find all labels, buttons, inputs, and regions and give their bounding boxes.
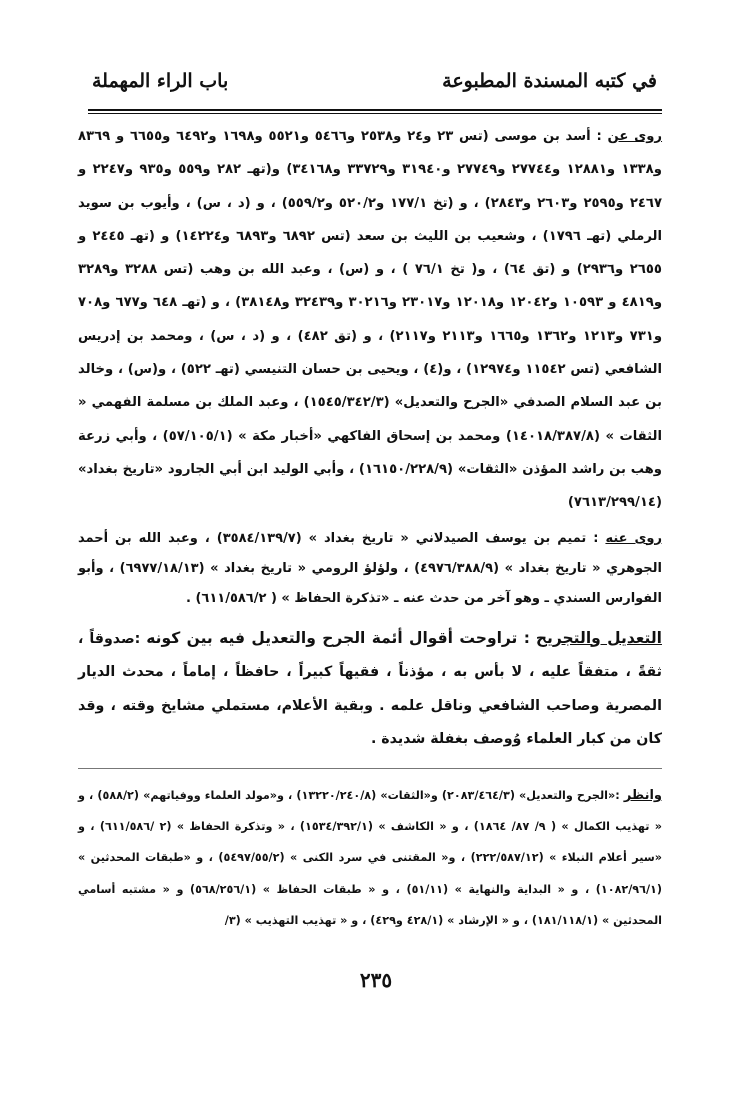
page-number: ٢٣٥ [359, 968, 393, 992]
main-text [78, 120, 662, 757]
narrated-by-text: : تميم بن يوسف الصيدلاني « تاريخ بغداد » (٣٥٨٤/١٣٩/٧) ، وعبد الله بن أحمد الجوهري « تاريخ بغداد » (٤٩٧٦/٣٨٨/٩) ، ولؤلؤ الرومي « تاريخ بغداد » (٦٩٧٧/١٨/١٣) ، وأبو الفوارس السندي ـ وهو آخر من حدث عنه ـ «تذكرة الحفاظ » ( ٦١١/٥٨٦/٢) . [78, 530, 663, 606]
narrated-from-paragraph [78, 120, 662, 520]
narrated-by-paragraph [78, 524, 662, 614]
narrated-by-label: روى عنه [605, 530, 662, 546]
narrated-from-text: : أسد بن موسى (تس ٢٣ و٢٤ و٢٥٣٨ و٥٤٦٦ و٥٥٢١ و١٦٩٨ و٦٤٩٢ و٦٦٥٥ و ٨٣٦٩ و١٣٣٨ و١٢٨٨١ و٢٧٧٤٤ و٢٧٧٤٩ و٣١٩٤٠ و٣٣٧٢٩ و٣٤١٦٨) و(تهـ ٢٨٢ و٥٥٩ و٩٣٥ و٢٢٤٧ و ٢٤٦٧ و٢٥٩٥ و٢٦٠٣ و٢٨٤٣) ، و (تخ ١٧٧/١ و٥٢٠/٢ و٥٥٩/٢) ، و (د ، س) ، وأيوب بن سويد الرملي (تهـ ١٧٩٦) ، وشعيب بن الليث بن سعد (تس ٦٨٩٢ و٦٨٩٣ و١٤٢٢٤) و (تهـ ٢٤٤٥ و ٢٦٥٥ و٢٩٣٦) و (تق ٦٤) ، و( تخ ٧٦/١ ) ، و (س) ، وعبد الله بن وهب (تس ٣٢٨٨ و٣٢٨٩ و٤٨١٩ و ١٠٥٩٣ و١٢٠٤٢ و١٢٠١٨ و٢٣٠١٧ و٣٠٢١٦ و٣٢٤٣٩ و٣٨١٤٨) ، و (تهـ ٦٤٨ و٦٧٧ و٧٠٨ و٧٣١ و١٢١٣ و١٣٦٢ و١٦٦٥ و٢١١٣ و٢١١٧) ، و (تق ٤٨٢) ، و (د ، س) ، ومحمد بن إدريس الشافعي (تس ١١٥٤٢ و١٢٩٧٤) ، و(٤) ، ويحيى بن حسان التنيسي (تهـ ٥٢٢) ، و(س) ، وخالد بن عبد السلام الصدفي «الجرح والتعديل» (١٥٤٥/٣٤٢/٣) ، وعبد الملك بن مسلمة الفهمي « الثقات » (١٤٠١٨/٣٨٧/٨) ومحمد بن إسحاق الفاكهي «أخبار مكة » (٥٧/١٠٥/١) ، وأبي زرعة وهب بن راشد المؤذن «الثقات» (١٦١٥٠/٢٢٨/٩) ، وأبي الوليد ابن أبي الجارود «تاريخ بغداد» (٧٦١٣/٢٩٩/١٤) [78, 129, 663, 511]
evaluation-heading: : تراوحت أقوال أئمة الجرح والتعديل فيه بين كونه [146, 628, 530, 647]
evaluation-paragraph [78, 622, 662, 757]
evaluation-text: :صدوقاً ، ثقةً ، متفقاً عليه ، لا بأس به ، مؤذناً ، فقيهاً كبيراً ، حافظاً ، إماماً ، محدث الديار المصرية وصاحب الشافعي وناقل علمه . وبقية الأعلام، مستملي مشايخ وقته ، وقد كان من كبار العلماء وُوصف بغفلة شديدة . [78, 630, 662, 748]
header-rule [88, 109, 662, 111]
narrated-from-label: روى عن [607, 129, 663, 144]
evaluation-label: التعديل والتجريح [535, 628, 662, 647]
footnote-divider [78, 768, 662, 769]
see-also-label: وانظر [623, 788, 662, 803]
see-also-note [78, 780, 662, 936]
footnotes [78, 780, 662, 936]
header-rule-thin [88, 113, 662, 114]
see-also-text: :«الجرح والتعديل» (٢٠٨٣/٤٦٤/٣) و«الثقات» (١٣٢٢٠/٢٤٠/٨) ، و«مولد العلماء ووفياتهم» (٥٨٨/٢) ، و « تهذيب الكمال » ( ٩/ ٨٧/ ١٨٦٤) ، و « الكاشف » (١٥٣٤/٣٩٢/١) ، « وتذكرة الحفاظ » (٢ /٦١١/٥٨٦) ، و «سير أعلام النبلاء » (٢٢٢/٥٨٧/١٢) ، و« المقتنى في سرد الكنى » (٥٤٩٧/٥٥/٢) ، و «طبقات المحدثين » (١٠٨٢/٩٦/١) ، و « البداية والنهاية » (٥١/١١) ، و « طبقات الحفاظ » (٥٦٨/٢٥٦/١) و « مشتبه أسامي المحدثين » (١٨١/١١٨/١) ، و « الإرشاد » (٤٢٨/١ و٤٢٩) ، و « تهذيب التهذيب » (٣/ [78, 789, 663, 927]
running-header-book-title: في كتبه المسندة المطبوعة [442, 70, 657, 92]
running-header-chapter-title: باب الراء المهملة [92, 70, 229, 92]
